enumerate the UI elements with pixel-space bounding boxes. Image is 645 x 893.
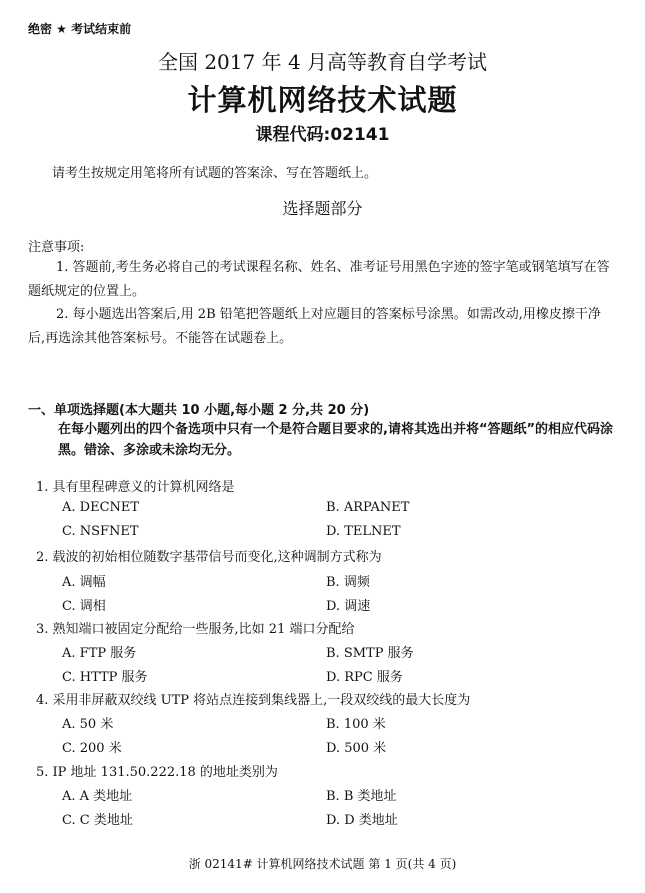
- question-text: 1. 具有里程碑意义的计算机网络是: [36, 480, 235, 495]
- option-b: B. 调频: [326, 575, 370, 590]
- option-a: A. DECNET: [62, 500, 140, 515]
- option-c: C. 调相: [62, 599, 106, 614]
- option-b: B. B 类地址: [326, 789, 397, 804]
- option-c: C. C 类地址: [62, 813, 133, 828]
- part-heading: 一、单项选择题(本大题共 10 小题,每小题 2 分,共 20 分): [28, 403, 370, 418]
- option-a: A. A 类地址: [62, 789, 133, 804]
- notice-item: 1. 答题前,考生务必将自己的考试课程名称、姓名、准考证号用黑色字迹的签字笔或钢笔填写在答题纸规定的位置上。: [28, 260, 610, 299]
- section-title: 选择题部分: [282, 199, 363, 218]
- option-d: D. TELNET: [326, 524, 401, 539]
- option-c: C. NSFNET: [62, 524, 139, 539]
- option-d: D. 500 米: [326, 741, 387, 756]
- option-b: B. 100 米: [326, 717, 386, 732]
- notice-heading: 注意事项:: [28, 240, 85, 255]
- option-a: A. FTP 服务: [62, 646, 137, 661]
- confidential-label: 绝密 ★ 考试结束前: [28, 22, 132, 36]
- page-title: 计算机网络技术试题: [187, 83, 458, 117]
- page-footer: 浙 02141# 计算机网络技术试题 第 1 页(共 4 页): [188, 857, 457, 871]
- option-c: C. 200 米: [62, 741, 122, 756]
- question-text: 5. IP 地址 131.50.222.18 的地址类别为: [36, 765, 278, 780]
- option-a: A. 50 米: [62, 717, 114, 732]
- option-d: D. RPC 服务: [326, 670, 403, 685]
- question-text: 4. 采用非屏蔽双绞线 UTP 将站点连接到集线器上,一段双绞线的最大长度为: [36, 693, 471, 708]
- notice-item: 2. 每小题选出答案后,用 2B 铅笔把答题纸上对应题目的答案标号涂黑。如需改动,用橡皮擦干净后,再选涂其他答案标号。不能答在试题卷上。: [28, 307, 601, 346]
- course-code: 课程代码:02141: [255, 125, 390, 145]
- option-b: B. ARPANET: [326, 500, 410, 515]
- answer-instruction: 请考生按规定用笔将所有试题的答案涂、写在答题纸上。: [52, 166, 378, 181]
- option-a: A. 调幅: [62, 575, 106, 590]
- question-text: 2. 载波的初始相位随数字基带信号而变化,这种调制方式称为: [36, 550, 382, 565]
- exam-name: 全国 2017 年 4 月高等教育自学考试: [157, 50, 488, 74]
- option-c: C. HTTP 服务: [62, 670, 148, 685]
- option-d: D. 调速: [326, 599, 371, 614]
- question-text: 3. 熟知端口被固定分配给一些服务,比如 21 端口分配给: [36, 622, 355, 637]
- option-b: B. SMTP 服务: [326, 646, 414, 661]
- part-instruction: 在每小题列出的四个备选项中只有一个是符合题目要求的,请将其选出并将“答题纸”的相应代码涂黑。错涂、多涂或未涂均无分。: [58, 422, 614, 458]
- option-d: D. D 类地址: [326, 813, 398, 828]
